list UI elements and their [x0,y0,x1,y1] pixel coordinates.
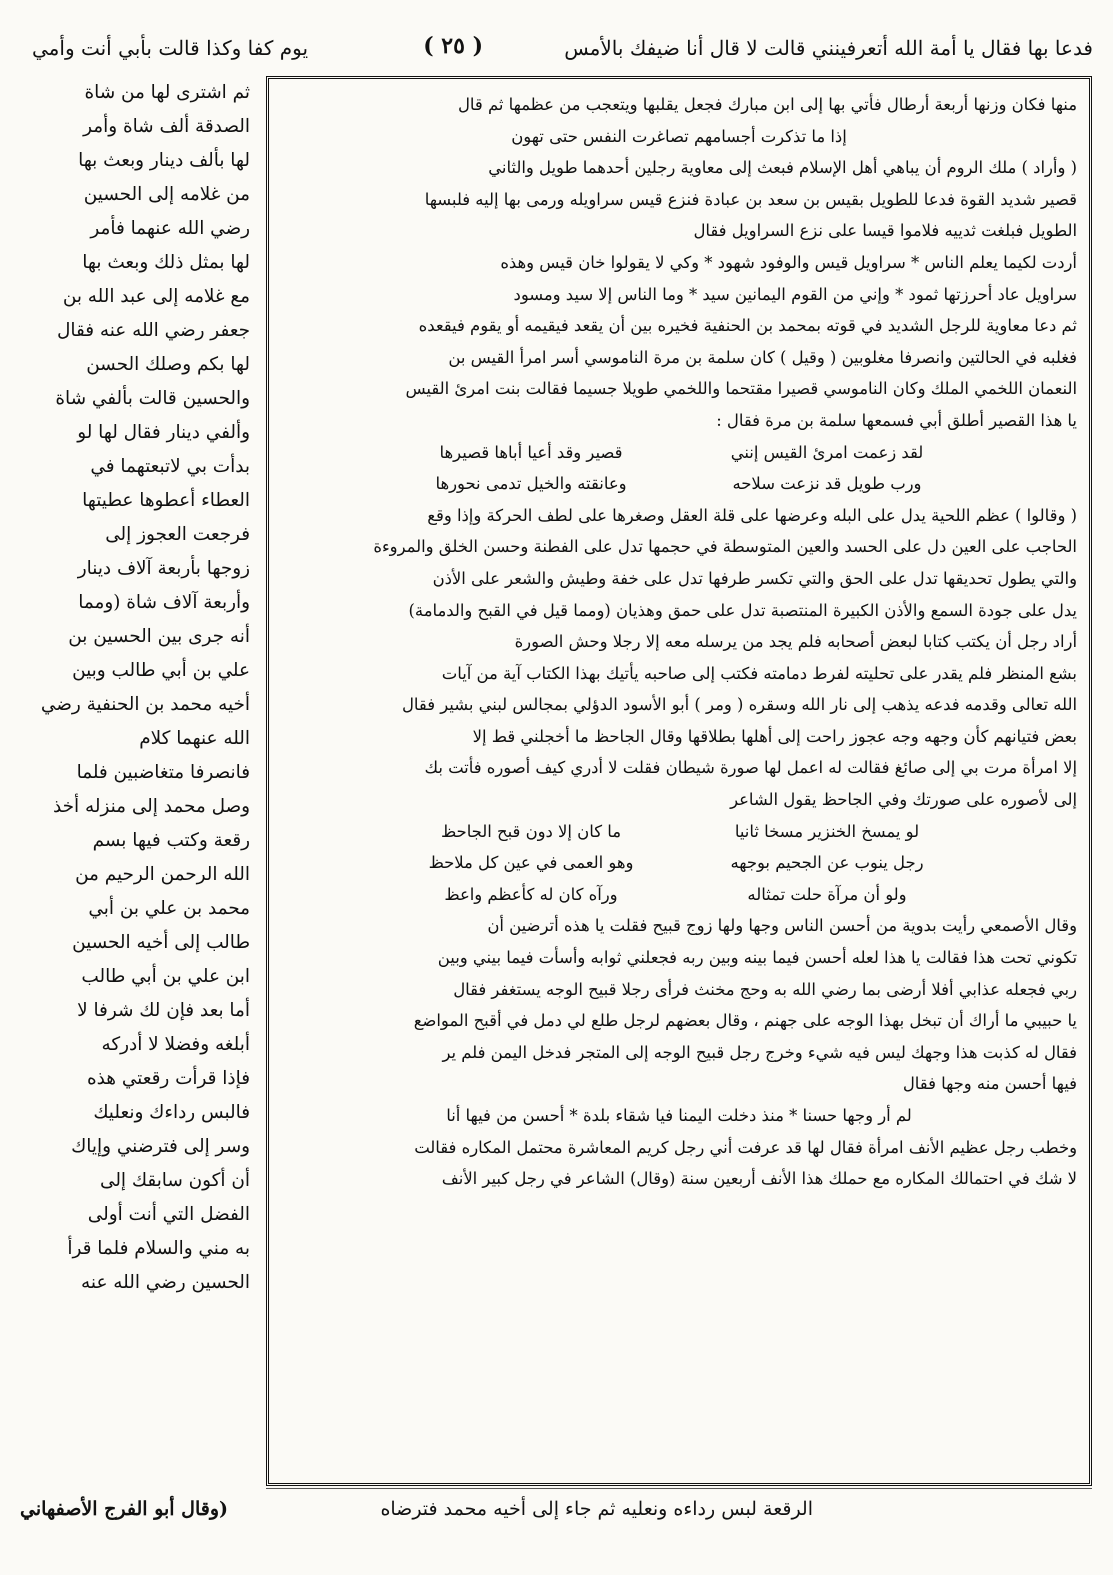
main-line: سراويل عاد أحرزتها ثمود * وإني من القوم اليمانين سيد * وما الناس إلا سيد ومسود [513,284,1077,304]
margin-line: زوجها بأربعة آلاف دينار [77,558,250,579]
hemistich-second: قصير وقد أعيا أباها قصيرها [439,442,623,462]
margin-line: فإذا قرأت رقعتي هذه [86,1068,250,1089]
margin-line: والحسين قالت بألفي شاة [55,388,250,409]
margin-line: لها بكم وصلك الحسن [86,354,250,375]
main-verse-line: لم أر وجها حسنا * منذ دخلت اليمنا فيا شقاء بلدة * أحسن من فيها أنا [446,1106,912,1125]
hemistich-second: وعانقته والخيل تدمى نحورها [435,474,627,494]
margin-line: أخيه محمد بن الحنفية رضي [40,694,250,715]
margin-line: فانصرفا متغاضبين فلما [76,762,250,783]
margin-line: علي بن أبي طالب وبين [72,660,250,681]
margin-line: الله عنهما كلام [139,728,250,749]
main-line: لا شك في احتمالك المكاره مع حملك هذا الأنف أربعين سنة (وقال) الشاعر في رجل كبير الأنف [441,1169,1077,1189]
margin-line: وصل محمد إلى منزله أخذ [53,796,250,817]
margin-line: أنه جرى بين الحسين بن [68,626,250,647]
page-header [32,30,1093,70]
main-line: والتي يطول تحديقها تدل على الحق والتي تكسر طرفها تدل على خفة وطيش والشعر على الأذن [432,568,1077,588]
margin-line: لها بألف دينار وبعث بها [78,150,250,171]
main-line: قصير شديد القوة فدعا للطويل بقيس بن سعد بن عبادة فنزع قيس سراويله ورمى بها إليه فلبسها [424,189,1077,209]
margin-line: أن أكون سابقك إلى [100,1170,250,1191]
margin-line: وأربعة آلاف شاة (ومما [78,592,250,613]
margin-line: لها بمثل ذلك وبعث بها [82,252,250,273]
header-catchword-right: فدعا بها فقال يا أمة الله أتعرفينني قالت لا قال أنا ضيفك بالأمس [564,36,1093,60]
margin-line: رقعة وكتب فيها بسم [92,830,250,851]
hemistich-second: ما كان إلا دون قبح الجاحظ [441,821,621,841]
main-text-frame [266,76,1092,1486]
main-line: ( وأراد ) ملك الروم أن يباهي أهل الإسلام فبعث إلى معاوية رجلين أحدهما طويل والثاني [488,158,1077,178]
hemistich-second: وهو العمى في عين كل ملاحظ [428,853,634,873]
main-line: فيها أحسن منه وجها فقال [902,1074,1077,1094]
page-number: ( ٢٥ ) [423,33,483,59]
poem-verse [281,468,1077,500]
main-line: أراد رجل أن يكتب كتابا لبعض أصحابه فلم يجد من يرسله معه إلا رجلا وحش الصورة [514,632,1077,652]
margin-commentary [36,76,250,1486]
hemistich-first: لقد زعمت امرئ القيس إنني [730,442,924,462]
main-verse-line: إذا ما تذكرت أجسامهم تصاغرت النفس حتى تهون [511,126,847,146]
main-line: فغلبه في الحالتين وانصرفا مغلوبين ( وقيل ) كان سلمة بن مرة الناموسي أسر امرأ القيس بن [448,347,1077,367]
main-line: ثم دعا معاوية للرجل الشديد في قوته بمحمد بن الحنفية فخيره بين أن يقعد فيقيمه أو يقوم فيقعده [418,316,1077,336]
main-line: يا هذا القصير أطلق أبي فسمعها سلمة بن مرة فقال : [716,410,1077,430]
margin-line: الله الرحمن الرحيم من [75,864,250,885]
margin-line: وسر إلى فترضني وإياك [71,1136,250,1157]
margin-line: الصدقة ألف شاة وأمر [83,116,250,137]
footer-line: الرقعة لبس رداءه ونعليه ثم جاء إلى أخيه محمد فترضاه [380,1498,813,1520]
main-line: ( وقالوا ) عظم اللحية يدل على البله وعرضها على قلة العقل وصغرها على لطف الحركة وإذا وقع [427,505,1077,525]
footer-catchword: (وقال أبو الفرج الأصفهاني [20,1498,229,1520]
main-line: بشع المنظر فلم يقدر على تحليته لفرط دمامته فكتب إلى صاحبه يأتيك بهذا الكتاب آية من آيات [441,663,1077,683]
margin-line: فرجعت العجوز إلى [105,524,250,545]
main-line: وخطب رجل عظيم الأنف امرأة فقال لها قد عرفت أني رجل كريم المعاشرة محتمل المكاره فقالت [414,1137,1077,1157]
margin-line: الحسين رضي الله عنه [81,1272,250,1293]
margin-line: فالبس رداءك ونعليك [93,1102,250,1123]
main-line: إلا امرأة مرت بي إلى صائغ فقالت له اعمل لها صورة شيطان فقلت لا أدري كيف أصوره فأتت بك [424,758,1077,778]
footer-divider [266,1488,1092,1489]
main-line: النعمان اللخمي الملك وكان الناموسي قصيرا مقتحما واللخمي طويلا جسيما فقالت بنت امرئ القيس [405,379,1077,399]
main-line: الله تعالى وقدمه فدعه يذهب إلى نار الله وسقره ( ومر ) أبو الأسود الدؤلي بمجالس لبني بشير فقال [402,695,1077,715]
margin-line: جعفر رضي الله عنه فقال [56,320,250,341]
main-line: يدل على جودة السمع والأذن الكبيرة المنتصبة تدل على حمق وهذيان (ومما قيل في القبح والدمامة) [408,600,1077,620]
main-line: إلى لأصوره على صورتك وفي الجاحظ يقول الشاعر [730,790,1077,810]
main-line: تكوني تحت هذا فقالت يا هذا لعله أحسن فيما بينه وبين ربه فجعلني ثوابه وأسأت فيما بيني وبين [437,948,1077,968]
hemistich-second: ورآه كان له كأعظم واعظ [444,884,618,904]
margin-line: محمد بن علي بن أبي [88,898,250,919]
main-line: ربي فجعله عذابي أفلا أرضى بما رضي الله به وحج مخنث فرأى رجلا قبيح الوجه يستغفر فقال [453,979,1077,999]
margin-line: العطاء أعطوها عطيتها [82,490,250,511]
margin-line: وألفي دينار فقال لها لو [77,422,250,443]
margin-line: الفضل التي أنت أولى [87,1204,250,1225]
main-line: وقال الأصمعي رأيت بدوية من أحسن الناس وجها ولها زوج قبيح فقلت يا هذه أترضين أن [487,916,1077,936]
main-line: منها فكان وزنها أربعة أرطال فأتي بها إلى ابن مبارك فجعل يقلبها ويتعجب من عظمها ثم قال [458,95,1077,114]
margin-line: أبلغه وفضلا لا أدركه [101,1034,250,1055]
main-line: الحاجب على العين دل على الحسد والعين المتوسطة في حجمها تدل على الفطنة وحسن الخلق والمروءة [373,537,1077,557]
margin-line: بدأت بي لاتبعتهما في [90,456,250,477]
margin-line: ثم اشترى لها من شاة [84,82,250,103]
margin-line: مع غلامه إلى عبد الله بن [62,286,250,307]
hemistich-first: ورب طويل قد نزعت سلاحه [732,474,922,494]
header-catchword-left: يوم كفا وكذا قالت بأبي أنت وأمي [32,36,309,60]
margin-line: به مني والسلام فلما قرأ [67,1238,250,1259]
hemistich-first: رجل ينوب عن الجحيم بوجهه [730,853,924,873]
poem-verse [281,879,1077,911]
margin-line: من غلامه إلى الحسين [83,184,250,205]
margin-line: أما بعد فإن لك شرفا لا [77,1000,250,1021]
main-line: يا حبيبي ما أراك أن تبخل بهذا الوجه على جهنم ، وقال بعضهم لرجل طلع لي دمل في أقبح المواضع [413,1011,1077,1031]
main-line: فقال له كذبت هذا وجهك ليس فيه شيء وخرج رجل قبيح الوجه إلى المتجر فدخل اليمن فلم ير [442,1042,1077,1062]
poem-verse [281,437,1077,469]
poem-verse [281,816,1077,848]
main-line: أردت لكيما يعلم الناس * سراويل قيس والوفود شهود * وكي لا يقولوا خان قيس وهذه [500,252,1077,272]
margin-line: رضي الله عنهما فأمر [90,218,250,239]
poem-verse [281,847,1077,879]
margin-line: ابن علي بن أبي طالب [81,966,250,987]
main-line: الطويل فبلغت ثدييه فلاموا قيسا على نزع السراويل فقال [693,221,1077,241]
hemistich-first: ولو أن مرآة حلت تمثاله [747,884,907,904]
hemistich-first: لو يمسخ الخنزير مسخا ثانيا [734,821,920,841]
margin-line: طالب إلى أخيه الحسين [72,932,250,953]
main-line: بعض فتيانهم كأن وجهه وجه عجوز راحت إلى أهلها بطلاقها وقال الجاحظ ما أخجلني قط إلا [472,726,1077,746]
